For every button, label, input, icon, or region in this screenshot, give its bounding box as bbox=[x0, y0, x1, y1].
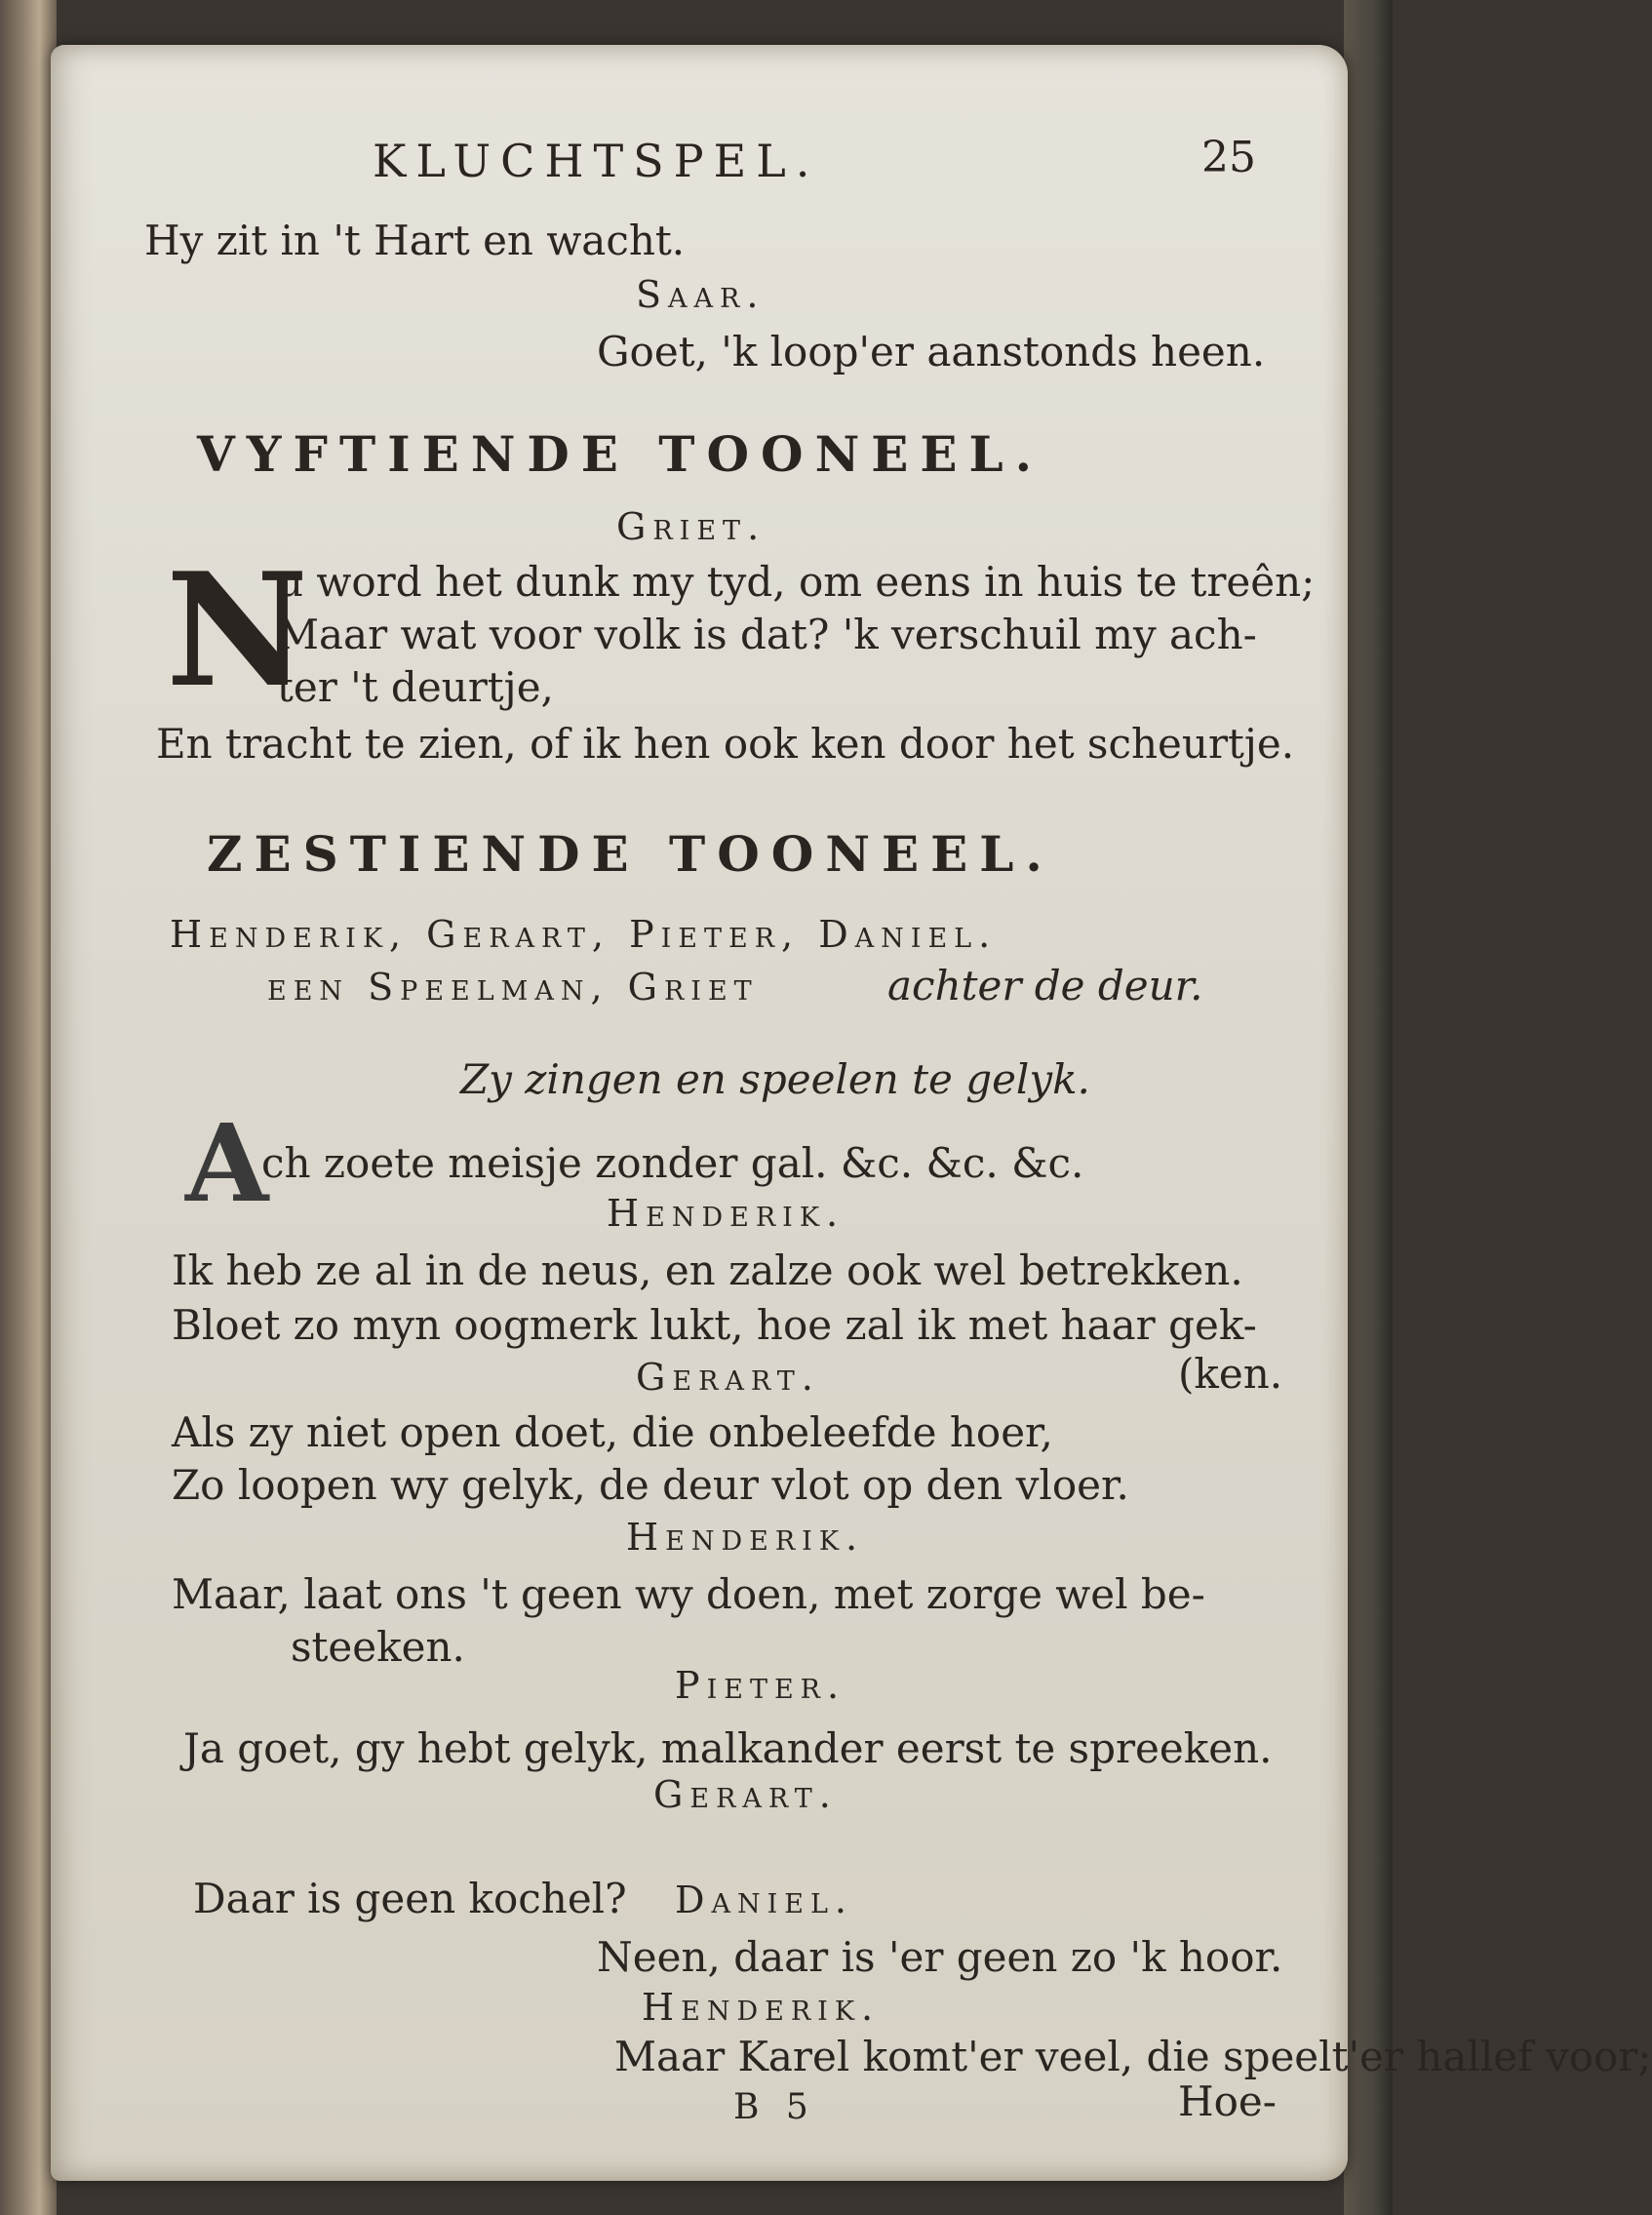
speaker-name: Saar. bbox=[636, 273, 766, 316]
running-title: KLUCHTSPEL. bbox=[373, 135, 820, 187]
speaker-name: Griet. bbox=[616, 505, 767, 548]
book-page bbox=[51, 45, 1652, 2181]
verse-line: u word het dunk my tyd, om eens in huis te treên; bbox=[277, 558, 1316, 606]
cast-list: een Speelman, Griet bbox=[267, 966, 759, 1009]
speaker-name: Daniel. bbox=[675, 1879, 853, 1921]
verse-line: Hy zit in 't Hart en wacht. bbox=[144, 217, 686, 264]
drop-cap: A bbox=[185, 1100, 269, 1226]
speaker-name: Henderik. bbox=[642, 1986, 881, 2029]
verse-line: Daar is geen kochel? bbox=[193, 1875, 627, 1922]
verse-line: Goet, 'k loop'er aanstonds heen. bbox=[597, 328, 1266, 376]
catchword: Hoe- bbox=[1178, 2077, 1277, 2125]
verse-line: ch zoete meisje zonder gal. &c. &c. &c. bbox=[261, 1139, 1084, 1187]
cast-list: Henderik, Gerart, Pieter, Daniel. bbox=[170, 913, 998, 956]
drop-cap: N bbox=[166, 538, 309, 722]
signature-mark: B 5 bbox=[733, 2087, 816, 2127]
book-edge bbox=[1344, 0, 1393, 2215]
verse-line: Maar wat voor volk is dat? 'k verschuil my ach- bbox=[277, 611, 1257, 658]
stage-direction: achter de deur. bbox=[887, 962, 1203, 1009]
stage-direction: Zy zingen en speelen te gelyk. bbox=[460, 1055, 1090, 1103]
page-number: 25 bbox=[1201, 133, 1256, 182]
speaker-name: Henderik. bbox=[607, 1192, 846, 1235]
verse-line: (ken. bbox=[1178, 1350, 1283, 1398]
speaker-name: Pieter. bbox=[675, 1664, 846, 1707]
verse-line: Bloet zo myn oogmerk lukt, hoe zal ik met haar gek- bbox=[172, 1301, 1257, 1349]
speaker-name: Gerart. bbox=[653, 1773, 838, 1816]
speaker-name: Gerart. bbox=[636, 1356, 820, 1399]
verse-line: Ja goet, gy hebt gelyk, malkander eerst te spreeken. bbox=[183, 1724, 1273, 1772]
scene-heading: ZESTIENDE TOONEEL. bbox=[207, 825, 1054, 883]
verse-line: steeken. bbox=[291, 1623, 465, 1671]
verse-line: Neen, daar is 'er geen zo 'k hoor. bbox=[597, 1933, 1283, 1981]
book-spine bbox=[0, 0, 57, 2215]
verse-line: Ik heb ze al in de neus, en zalze ook wel betrekken. bbox=[172, 1246, 1243, 1294]
verse-line: Maar Karel komt'er veel, die speelt'er hallef voor; bbox=[614, 2033, 1652, 2080]
verse-line: En tracht te zien, of ik hen ook ken door het scheurtje. bbox=[156, 720, 1295, 768]
verse-line: ter 't deurtje, bbox=[277, 663, 554, 711]
verse-line: Maar, laat ons 't geen wy doen, met zorge wel be- bbox=[172, 1570, 1205, 1618]
verse-line: Zo loopen wy gelyk, de deur vlot op den vloer. bbox=[172, 1461, 1129, 1509]
speaker-name: Henderik. bbox=[626, 1516, 865, 1559]
scene-heading: VYFTIENDE TOONEEL. bbox=[197, 425, 1044, 483]
verse-line: Als zy niet open doet, die onbeleefde hoer, bbox=[172, 1408, 1053, 1456]
